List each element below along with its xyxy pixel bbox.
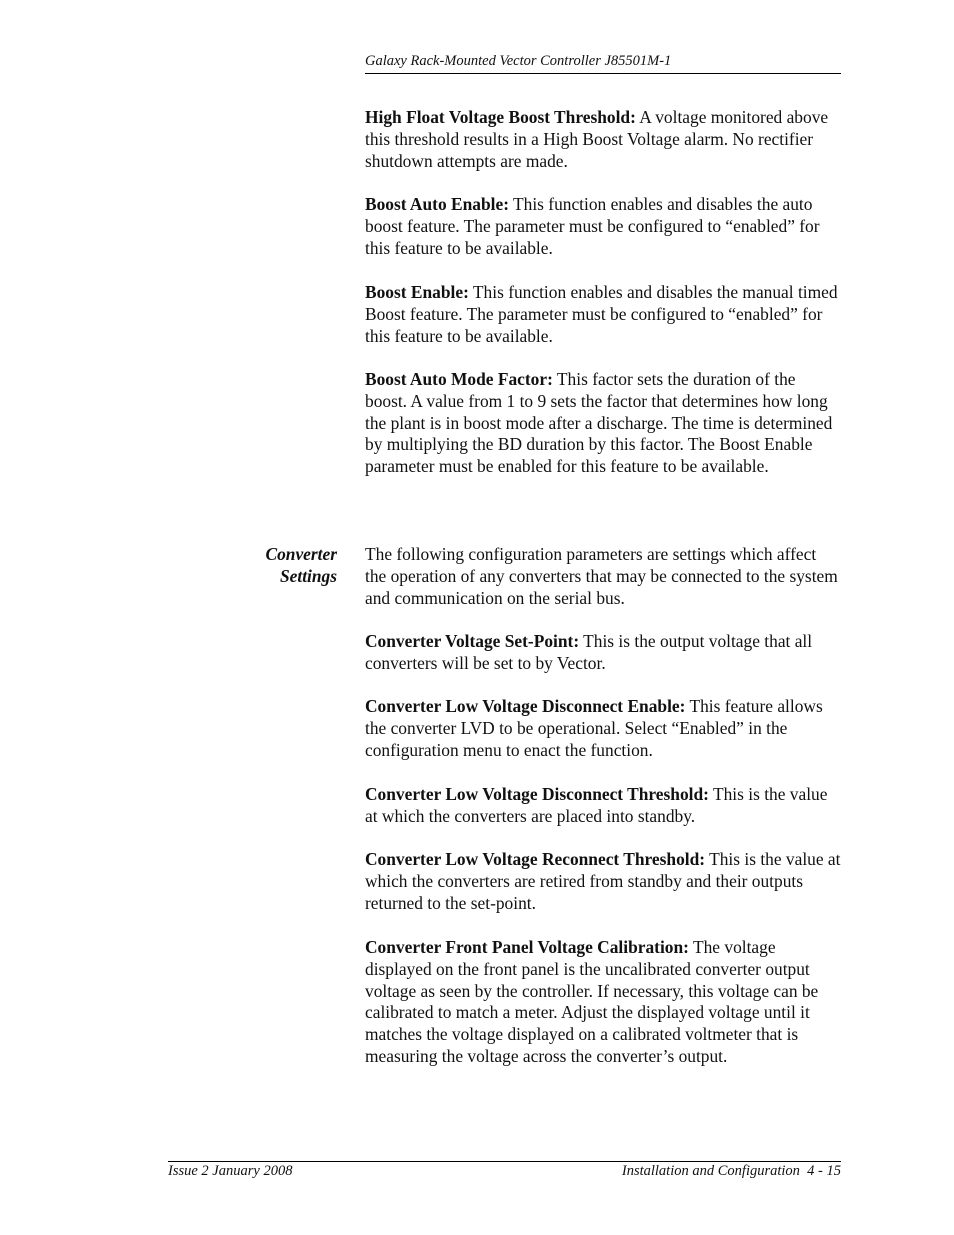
- term: Converter Low Voltage Reconnect Threshold:: [365, 849, 706, 869]
- definition: This factor sets the duration of the boost. A value from 1 to 9 sets the factor that determines how long the plant is in boost mode after a discharge. The time is determined by multiplying the BD duration by this factor. The Boost Enable parameter must be enabled for this feature to be available.: [365, 369, 833, 477]
- definition: A voltage monitored above this threshold results in a High Boost Voltage alarm. No rectifier shutdown attempts are made.: [365, 107, 829, 171]
- definition: This function enables and disables the manual timed Boost feature. The parameter must be configured to “enabled” for this feature to be available.: [365, 282, 838, 346]
- term: Boost Auto Mode Factor:: [365, 369, 553, 389]
- paragraph-converter-voltage-set-point: [365, 631, 841, 675]
- paragraph-converter-intro: The following configuration parameters are settings which affect the operation of any converters that may be connected to the system and communication on the serial bus.: [365, 544, 838, 608]
- term: High Float Voltage Boost Threshold:: [365, 107, 636, 127]
- footer-issue-date: Issue 2 January 2008: [168, 1163, 293, 1179]
- definition: This feature allows the converter LVD to be operational. Select “Enabled” in the configuration menu to enact the function.: [365, 696, 823, 760]
- side-heading: [200, 544, 337, 588]
- term: Converter Front Panel Voltage Calibration:: [365, 937, 689, 957]
- paragraph-boost-auto-enable: [365, 194, 841, 259]
- term: Boost Auto Enable:: [365, 194, 509, 214]
- header-title: Galaxy Rack-Mounted Vector Controller J85501M-1: [365, 53, 672, 69]
- term: Converter Low Voltage Disconnect Threshold:: [365, 784, 709, 804]
- paragraph-boost-auto-mode-factor: [365, 369, 841, 478]
- paragraph-boost-enable: [365, 282, 841, 347]
- footer-page-number: Installation and Configuration 4 - 15: [621, 1163, 841, 1179]
- paragraph-converter-front-panel-calibration: [365, 937, 841, 1068]
- header-rule: [365, 73, 841, 74]
- term: Boost Enable:: [365, 282, 469, 302]
- definition: The voltage displayed on the front panel is the uncalibrated converter output voltage as seen by the controller. If necessary, this voltage can be calibrated to match a meter. Adjust the displayed voltage until it matches the voltage displayed on a calibrated voltmeter that is measuring the voltage across the converter’s output.: [365, 937, 819, 1066]
- definition: This is the value at which the converters are retired from standby and their outputs returned to the set-point.: [365, 849, 841, 913]
- side-heading-line-2: Settings: [279, 565, 337, 586]
- definition: This function enables and disables the auto boost feature. The parameter must be configured to “enabled” for this feature to be available.: [365, 194, 820, 258]
- paragraph-converter-lvd-enable: [365, 696, 841, 761]
- term: Converter Low Voltage Disconnect Enable:: [365, 696, 686, 716]
- paragraph-converter-lvr-threshold: [365, 849, 841, 914]
- side-heading-line-1: Converter: [265, 544, 337, 564]
- paragraph-converter-lvd-threshold: [365, 784, 841, 828]
- paragraph-high-float-voltage-boost-threshold: [365, 107, 841, 172]
- term: Converter Voltage Set-Point:: [365, 631, 580, 651]
- definition: This is the value at which the converters are placed into standby.: [365, 784, 828, 826]
- definition: This is the output voltage that all converters will be set to by Vector.: [365, 631, 813, 673]
